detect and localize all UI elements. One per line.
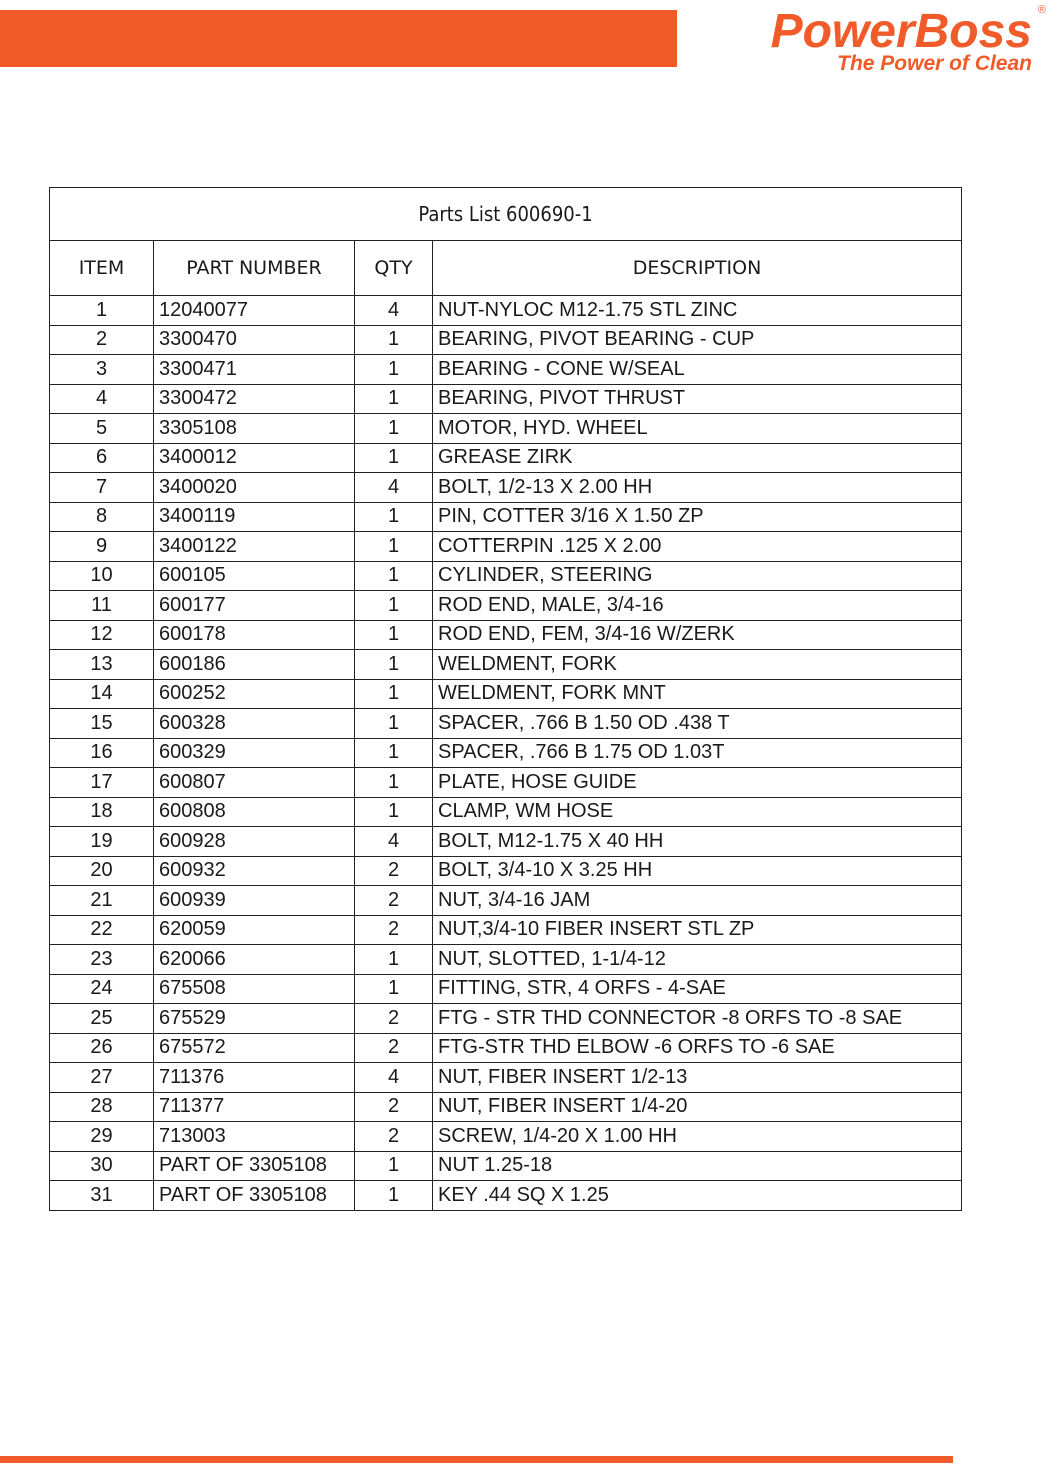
table-row: [50, 915, 962, 945]
description-cell: NUT, SLOTTED, 1-1/4-12: [433, 945, 962, 975]
qty-cell: 1: [355, 1151, 433, 1181]
description-cell: KEY .44 SQ X 1.25: [433, 1181, 962, 1211]
item-cell: 16: [50, 738, 154, 768]
item-cell: 30: [50, 1151, 154, 1181]
description-cell: SPACER, .766 B 1.75 OD 1.03T: [433, 738, 962, 768]
parts-list-table: [49, 187, 962, 1211]
part-number-cell: 600186: [154, 650, 355, 680]
description-cell: CLAMP, WM HOSE: [433, 797, 962, 827]
description-cell: CYLINDER, STEERING: [433, 561, 962, 591]
table-row: [50, 679, 962, 709]
description-cell: ROD END, MALE, 3/4-16: [433, 591, 962, 621]
part-number-cell: 711376: [154, 1063, 355, 1093]
item-cell: 23: [50, 945, 154, 975]
part-number-cell: 600932: [154, 856, 355, 886]
footer-accent-bar: [0, 1456, 953, 1463]
item-cell: 19: [50, 827, 154, 857]
description-cell: SCREW, 1/4-20 X 1.00 HH: [433, 1122, 962, 1152]
item-cell: 25: [50, 1004, 154, 1034]
table-row: [50, 856, 962, 886]
part-number-cell: 711377: [154, 1092, 355, 1122]
qty-cell: 2: [355, 1092, 433, 1122]
part-number-cell: 600807: [154, 768, 355, 798]
parts-table-body: [50, 296, 962, 1211]
description-cell: BOLT, 1/2-13 X 2.00 HH: [433, 473, 962, 503]
item-cell: 3: [50, 355, 154, 385]
description-cell: SPACER, .766 B 1.50 OD .438 T: [433, 709, 962, 739]
table-row: [50, 1151, 962, 1181]
table-row: [50, 355, 962, 385]
qty-cell: 1: [355, 443, 433, 473]
item-cell: 21: [50, 886, 154, 916]
qty-cell: 2: [355, 915, 433, 945]
description-cell: BEARING - CONE W/SEAL: [433, 355, 962, 385]
part-number-cell: 713003: [154, 1122, 355, 1152]
table-row: [50, 296, 962, 326]
part-number-cell: 675529: [154, 1004, 355, 1034]
part-number-cell: 3300472: [154, 384, 355, 414]
part-number-cell: 3400122: [154, 532, 355, 562]
description-cell: PLATE, HOSE GUIDE: [433, 768, 962, 798]
table-row: [50, 1181, 962, 1211]
description-cell: NUT, 3/4-16 JAM: [433, 886, 962, 916]
logo-wordmark: PowerBoss: [770, 5, 1032, 58]
table-row: [50, 532, 962, 562]
qty-cell: 2: [355, 886, 433, 916]
header-accent-bar: [0, 10, 677, 67]
part-number-cell: 675572: [154, 1033, 355, 1063]
item-cell: 27: [50, 1063, 154, 1093]
item-cell: 9: [50, 532, 154, 562]
qty-cell: 4: [355, 296, 433, 326]
description-cell: WELDMENT, FORK MNT: [433, 679, 962, 709]
item-cell: 1: [50, 296, 154, 326]
registered-mark: ®: [1037, 4, 1046, 16]
table-row: [50, 620, 962, 650]
table-row: [50, 1004, 962, 1034]
part-number-cell: 675508: [154, 974, 355, 1004]
item-cell: 15: [50, 709, 154, 739]
description-cell: WELDMENT, FORK: [433, 650, 962, 680]
part-number-cell: 600105: [154, 561, 355, 591]
qty-cell: 1: [355, 797, 433, 827]
part-number-cell: 600177: [154, 591, 355, 621]
header-item: ITEM: [50, 241, 154, 296]
item-cell: 26: [50, 1033, 154, 1063]
table-row: [50, 945, 962, 975]
item-cell: 8: [50, 502, 154, 532]
table-row: [50, 443, 962, 473]
part-number-cell: 600252: [154, 679, 355, 709]
table-row: [50, 1063, 962, 1093]
qty-cell: 1: [355, 591, 433, 621]
qty-cell: 1: [355, 502, 433, 532]
table-row: [50, 1122, 962, 1152]
qty-cell: 1: [355, 355, 433, 385]
part-number-cell: 3300471: [154, 355, 355, 385]
item-cell: 31: [50, 1181, 154, 1211]
item-cell: 6: [50, 443, 154, 473]
description-cell: FTG-STR THD ELBOW -6 ORFS TO -6 SAE: [433, 1033, 962, 1063]
table-row: [50, 1033, 962, 1063]
table-row: [50, 325, 962, 355]
item-cell: 2: [50, 325, 154, 355]
qty-cell: 1: [355, 414, 433, 444]
part-number-cell: PART OF 3305108: [154, 1151, 355, 1181]
part-number-cell: 600808: [154, 797, 355, 827]
item-cell: 13: [50, 650, 154, 680]
item-cell: 20: [50, 856, 154, 886]
part-number-cell: 3300470: [154, 325, 355, 355]
item-cell: 28: [50, 1092, 154, 1122]
table-row: [50, 502, 962, 532]
description-cell: NUT 1.25-18: [433, 1151, 962, 1181]
description-cell: BOLT, M12-1.75 X 40 HH: [433, 827, 962, 857]
header-description: DESCRIPTION: [433, 241, 962, 296]
qty-cell: 1: [355, 738, 433, 768]
description-cell: FTG - STR THD CONNECTOR -8 ORFS TO -8 SAE: [433, 1004, 962, 1034]
description-cell: NUT-NYLOC M12-1.75 STL ZINC: [433, 296, 962, 326]
part-number-cell: 600329: [154, 738, 355, 768]
qty-cell: 2: [355, 1033, 433, 1063]
qty-cell: 4: [355, 827, 433, 857]
table-row: [50, 827, 962, 857]
description-cell: BEARING, PIVOT THRUST: [433, 384, 962, 414]
description-cell: BEARING, PIVOT BEARING - CUP: [433, 325, 962, 355]
qty-cell: 2: [355, 856, 433, 886]
table-row: [50, 650, 962, 680]
table-row: [50, 974, 962, 1004]
description-cell: ROD END, FEM, 3/4-16 W/ZERK: [433, 620, 962, 650]
part-number-cell: 3400020: [154, 473, 355, 503]
table-row: [50, 473, 962, 503]
qty-cell: 1: [355, 384, 433, 414]
description-cell: GREASE ZIRK: [433, 443, 962, 473]
qty-cell: 2: [355, 1122, 433, 1152]
description-cell: NUT, FIBER INSERT 1/2-13: [433, 1063, 962, 1093]
part-number-cell: PART OF 3305108: [154, 1181, 355, 1211]
item-cell: 7: [50, 473, 154, 503]
table-row: [50, 768, 962, 798]
part-number-cell: 3400119: [154, 502, 355, 532]
table-header-row: [50, 241, 962, 296]
qty-cell: 1: [355, 532, 433, 562]
item-cell: 11: [50, 591, 154, 621]
table-row: [50, 1092, 962, 1122]
qty-cell: 1: [355, 768, 433, 798]
qty-cell: 1: [355, 325, 433, 355]
qty-cell: 4: [355, 473, 433, 503]
table-title-row: [50, 188, 962, 241]
item-cell: 18: [50, 797, 154, 827]
item-cell: 22: [50, 915, 154, 945]
qty-cell: 2: [355, 1004, 433, 1034]
item-cell: 12: [50, 620, 154, 650]
table-row: [50, 561, 962, 591]
qty-cell: 1: [355, 709, 433, 739]
item-cell: 10: [50, 561, 154, 591]
part-number-cell: 3400012: [154, 443, 355, 473]
qty-cell: 1: [355, 945, 433, 975]
qty-cell: 4: [355, 1063, 433, 1093]
table-row: [50, 414, 962, 444]
table-title: Parts List 600690-1: [50, 188, 962, 241]
description-cell: BOLT, 3/4-10 X 3.25 HH: [433, 856, 962, 886]
description-cell: NUT, FIBER INSERT 1/4-20: [433, 1092, 962, 1122]
qty-cell: 1: [355, 561, 433, 591]
description-cell: MOTOR, HYD. WHEEL: [433, 414, 962, 444]
item-cell: 17: [50, 768, 154, 798]
item-cell: 24: [50, 974, 154, 1004]
table-row: [50, 738, 962, 768]
qty-cell: 1: [355, 650, 433, 680]
description-cell: PIN, COTTER 3/16 X 1.50 ZP: [433, 502, 962, 532]
part-number-cell: 3305108: [154, 414, 355, 444]
part-number-cell: 620059: [154, 915, 355, 945]
description-cell: FITTING, STR, 4 ORFS - 4-SAE: [433, 974, 962, 1004]
table-row: [50, 384, 962, 414]
part-number-cell: 12040077: [154, 296, 355, 326]
qty-cell: 1: [355, 1181, 433, 1211]
header-qty: QTY: [355, 241, 433, 296]
part-number-cell: 600939: [154, 886, 355, 916]
table-row: [50, 886, 962, 916]
qty-cell: 1: [355, 620, 433, 650]
item-cell: 5: [50, 414, 154, 444]
qty-cell: 1: [355, 679, 433, 709]
logo-tagline: The Power of Clean: [837, 52, 1032, 75]
table-row: [50, 591, 962, 621]
powerboss-logo: [690, 2, 1050, 77]
part-number-cell: 600928: [154, 827, 355, 857]
part-number-cell: 620066: [154, 945, 355, 975]
item-cell: 4: [50, 384, 154, 414]
part-number-cell: 600328: [154, 709, 355, 739]
header-part-number: PART NUMBER: [154, 241, 355, 296]
description-cell: COTTERPIN .125 X 2.00: [433, 532, 962, 562]
item-cell: 14: [50, 679, 154, 709]
item-cell: 29: [50, 1122, 154, 1152]
table-row: [50, 709, 962, 739]
table-row: [50, 797, 962, 827]
qty-cell: 1: [355, 974, 433, 1004]
description-cell: NUT,3/4-10 FIBER INSERT STL ZP: [433, 915, 962, 945]
part-number-cell: 600178: [154, 620, 355, 650]
